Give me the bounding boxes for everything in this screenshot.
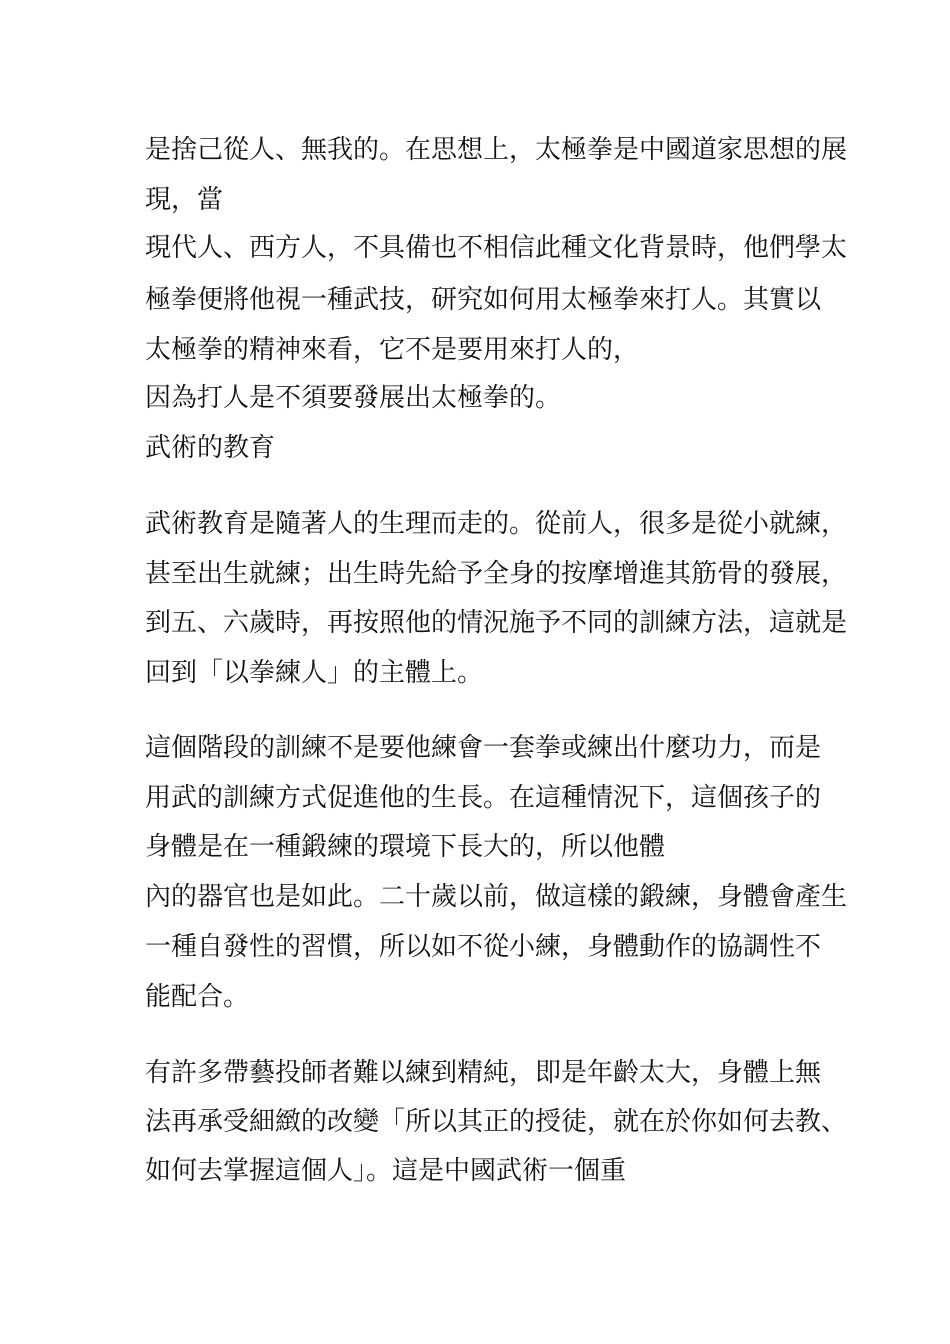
text-line: 法再承受細緻的改變「所以其正的授徒，就在於你如何去教、 — [145, 1107, 848, 1137]
text-line: 現代人、西方人，不具備也不相信此種文化背景時，他們學太 — [145, 233, 848, 263]
text-line: 如何去掌握這個人」。這是中國武術一個重 — [145, 1156, 627, 1186]
text-line: 太極拳的精神來看，它不是要用來打人的， — [145, 335, 640, 365]
text-line: 現，當 — [145, 185, 224, 215]
text-line: 這個階段的訓練不是要他練會一套拳或練出什麼功力，而是 — [145, 733, 822, 763]
text-line: 內的器官也是如此。二十歲以前，做這樣的鍛練，身體會產生 — [145, 882, 848, 912]
text-line: 武術教育是隨著人的生理而走的。從前人，很多是從小就練， — [145, 509, 848, 539]
text-line: 是捨己從人、無我的。在思想上，太極拳是中國道家思想的展 — [145, 135, 848, 165]
text-line: 有許多帶藝投師者難以練到精純，即是年齡太大，身體上無 — [145, 1058, 822, 1088]
section-heading: 武術的教育 — [145, 433, 276, 463]
text-line: 能配合。 — [145, 982, 250, 1012]
text-line: 因為打人是不須要發展出太極拳的。 — [145, 383, 562, 413]
text-line: 一種自發性的習慣，所以如不從小練，身體動作的協調性不 — [145, 932, 822, 962]
text-line: 甚至出生就練；出生時先給予全身的按摩增進其筋骨的發展， — [145, 559, 848, 589]
text-line: 用武的訓練方式促進他的生長。在這種情況下，這個孩子的 — [145, 783, 822, 813]
text-line: 極拳便將他視一種武技，研究如何用太極拳來打人。其實以 — [145, 285, 822, 315]
text-line: 到五、六歲時，再按照他的情況施予不同的訓練方法，這就是 — [145, 608, 848, 638]
text-line: 身體是在一種鍛練的環境下長大的，所以他體 — [145, 832, 666, 862]
text-line: 回到「以拳練人」的主體上。 — [145, 658, 484, 688]
